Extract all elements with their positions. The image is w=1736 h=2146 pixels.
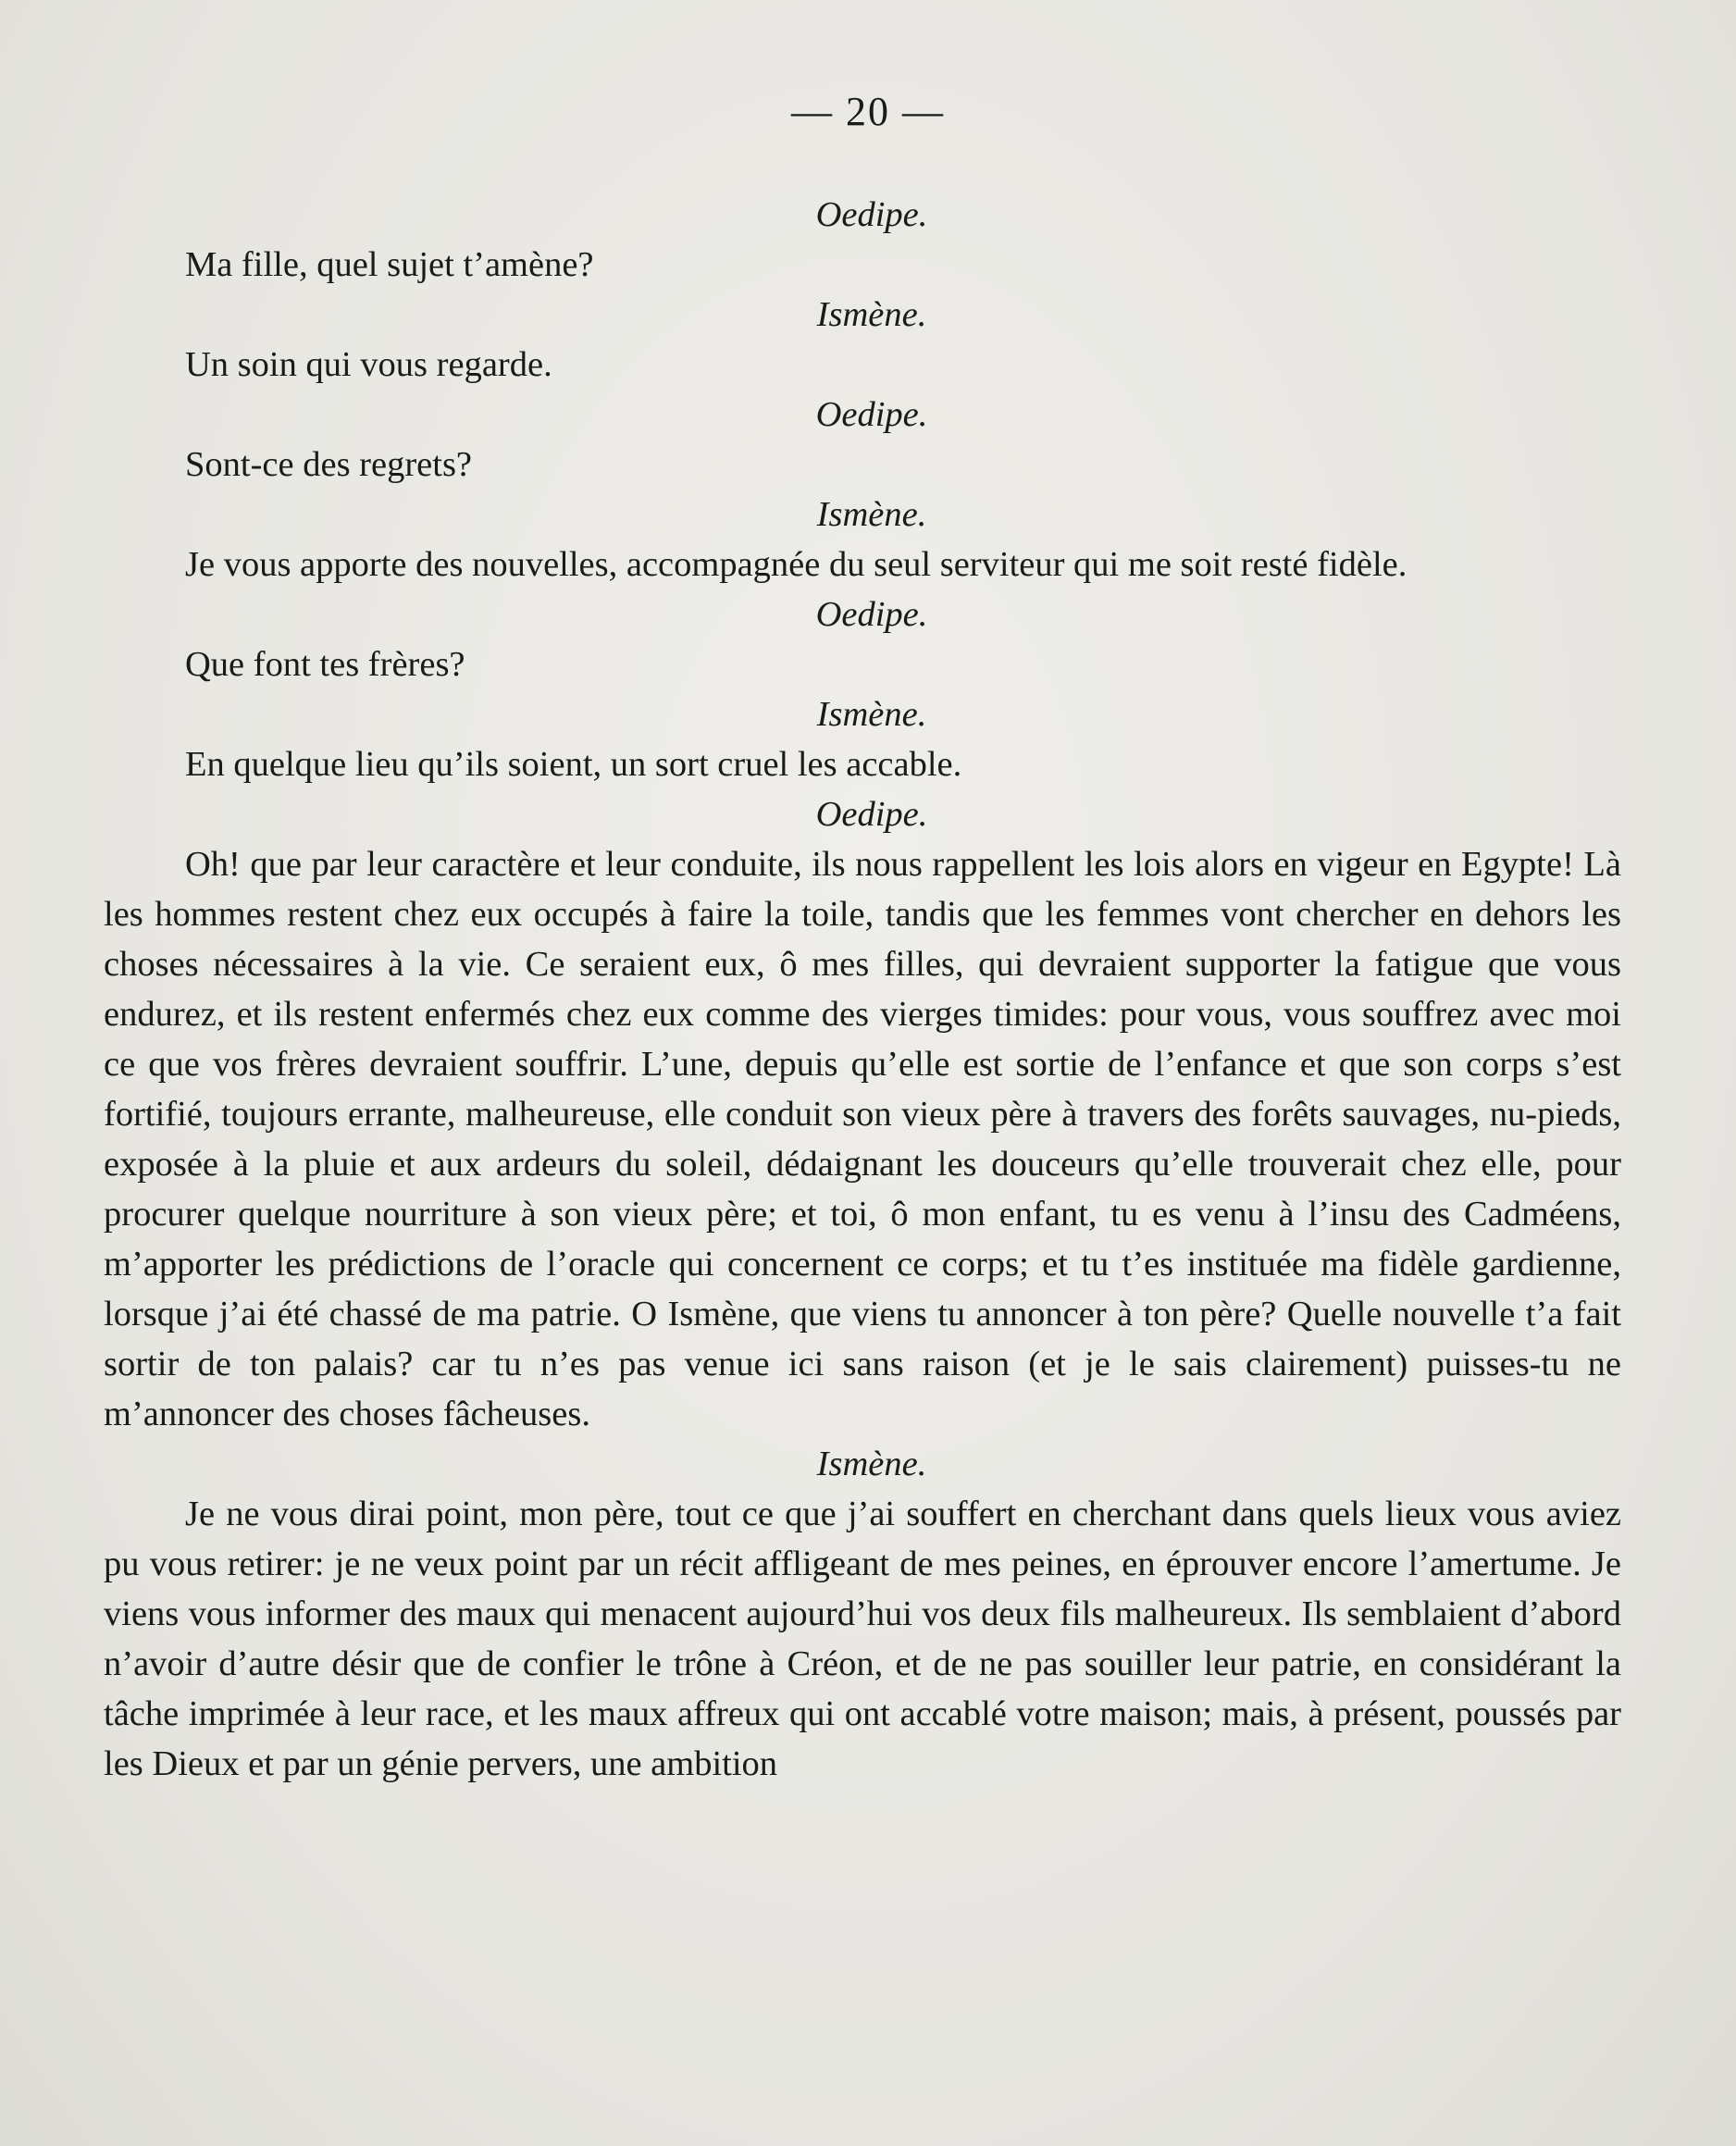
speaker-heading: Ismène. <box>816 495 927 534</box>
speaker-heading: Oedipe. <box>815 595 928 634</box>
speaker-heading: Oedipe. <box>815 795 928 834</box>
speaker-heading: Ismène. <box>816 295 927 334</box>
dialogue-text <box>104 190 1621 1789</box>
speech-paragraph: Un soin qui vous regarde. <box>185 345 552 384</box>
speech-paragraph: Que font tes frères? <box>185 645 465 684</box>
speaker-heading: Oedipe. <box>815 195 928 234</box>
speaker-heading: Ismène. <box>816 1445 927 1483</box>
speech-paragraph: Ma fille, quel sujet t’amène? <box>185 245 594 284</box>
speech-paragraph: Sont-ce des regrets? <box>185 445 473 484</box>
speech-paragraph: Oh! que par leur caractère et leur conduite, ils nous rappellent les lois alors en vigeur en Egypte! Là les hommes restent chez eux occupés à faire la toile, tandis que les femmes vont chercher en dehors les choses nécessaires à la vie. Ce seraient eux, ô mes filles, qui devraient supporter la fatigue que vous endurez, et ils restent enfermés chez eux comme des vierges timides: pour vous, vous souffrez avec moi ce que vos frères devraient souffrir. L’une, depuis qu’elle est sortie de l’enfance et que son corps s’est fortifié, toujours errante, malheureuse, elle conduit son vieux père à travers des forêts sauvages, nu-pieds, exposée à la pluie et aux ardeurs du soleil, dédaignant les douceurs qu’elle trouverait chez elle, pour procurer quelque nourriture à son vieux père; et toi, ô mon enfant, tu es venu à l’insu des Cadméens, m’apporter les prédictions de l’oracle qui concernent ce corps; et tu t’es instituée ma fidèle gardienne, lorsque j’ai été chassé de ma patrie. O Ismène, que viens tu annoncer à ton père? Quelle nouvelle t’a fait sortir de ton palais? car tu n’es pas venue ici sans raison (et je le sais clairement) puisses-tu ne m’annoncer des choses fâcheuses. <box>104 845 1621 1433</box>
speech-paragraph: En quelque lieu qu’ils soient, un sort cruel les accable. <box>185 745 962 784</box>
speech-paragraph: Je vous apporte des nouvelles, accompagnée du seul serviteur qui me soit resté fidèle. <box>185 545 1407 584</box>
speaker-heading: Ismène. <box>816 695 927 734</box>
speech-paragraph: Je ne vous dirai point, mon père, tout ce que j’ai souffert en cherchant dans quels lieux vous aviez pu vous retirer: je ne veux point par un récit affligeant de mes peines, en éprouver encore l’amertume. Je viens vous informer des maux qui menacent aujourd’hui vos deux fils malheureux. Ils semblaient d’abord n’avoir d’autre désir que de confier le trône à Créon, et de ne pas souiller leur patrie, en considérant la tâche imprimée à leur race, et les maux affreux qui ont accablé votre maison; mais, à présent, poussés par les Dieux et par un génie pervers, une ambition <box>104 1495 1621 1783</box>
speaker-heading: Oedipe. <box>815 395 928 434</box>
page-number: — 20 — <box>791 89 945 134</box>
